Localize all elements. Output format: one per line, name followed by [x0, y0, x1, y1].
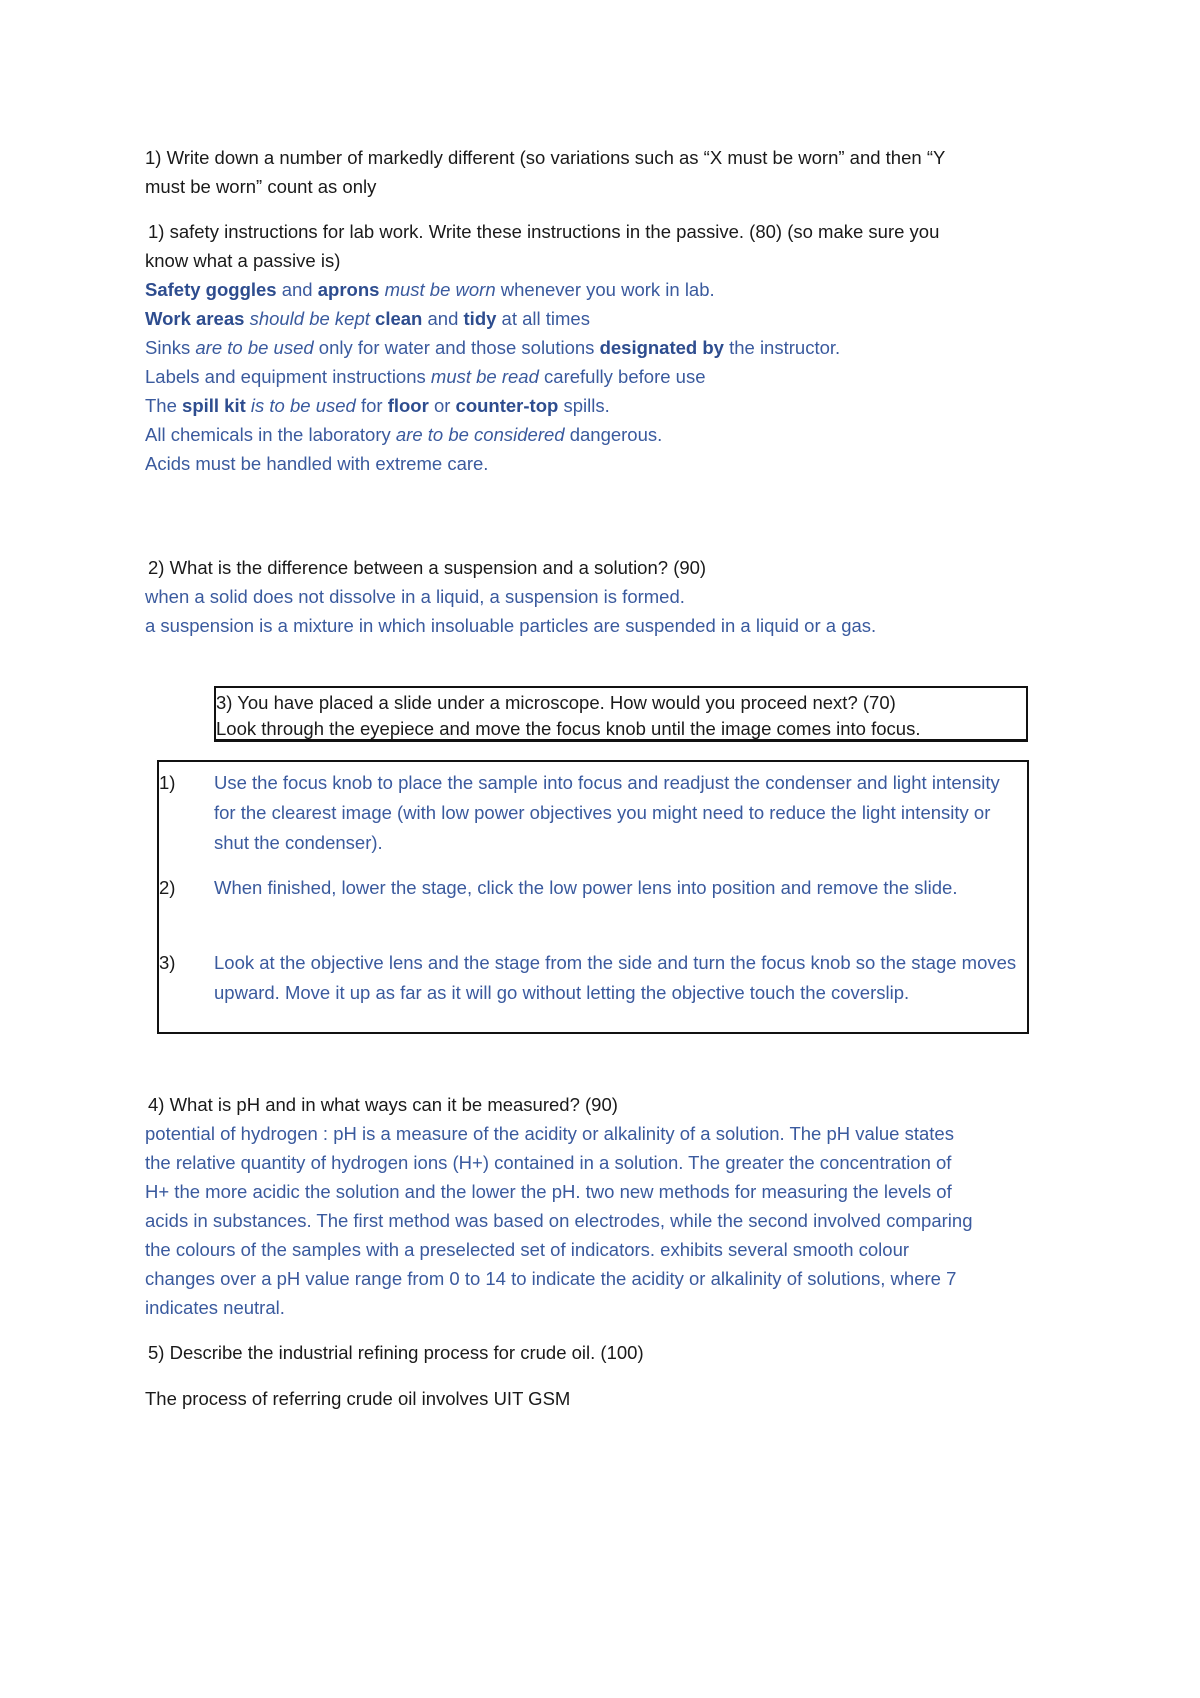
q2-answer-line-2: a suspension is a mixture in which insoluable particles are suspended in a liquid or a gas. — [145, 615, 877, 636]
answer-text: Sinks — [145, 337, 196, 358]
answer-passive: is to be used — [250, 395, 356, 416]
step-text: Use the focus knob to place the sample into focus and readjust the condenser and light intensity for the clearest image (with low power objectives you might need to reduce the light intensity or shut the condenser). — [214, 772, 1000, 853]
answer-text: and — [276, 279, 318, 300]
q4-answer-line: indicates neutral. — [145, 1297, 285, 1318]
answer-text: Labels and equipment instructions — [145, 366, 431, 387]
step-number: 3) — [159, 952, 176, 973]
answer-text: and — [422, 308, 464, 329]
q4-answer-line: changes over a pH value range from 0 to 14 to indicate the acidity or alkalinity of solutions, where 7 — [145, 1268, 957, 1289]
q1-answer-1 — [145, 275, 715, 304]
answer-passive: are to be considered — [395, 424, 565, 445]
q1-answer-6 — [145, 420, 662, 449]
answer-text: at all times — [496, 308, 590, 329]
q1-prompt-line-1: 1) safety instructions for lab work. Write these instructions in the passive. (80) (so make sure you — [148, 221, 940, 242]
q4-answer-line: the relative quantity of hydrogen ions (H+) contained in a solution. The greater the concentration of — [145, 1152, 952, 1173]
q3-box — [214, 686, 1028, 742]
answer-term: Safety goggles — [145, 279, 277, 300]
q2-question: 2) What is the difference between a suspension and a solution? (90) — [148, 557, 707, 578]
q1-answer-4 — [145, 362, 705, 391]
answer-term: tidy — [463, 308, 497, 329]
step-number: 2) — [159, 877, 176, 898]
answer-term: aprons — [317, 279, 380, 300]
answer-text: spills. — [558, 395, 610, 416]
q1-answer-5 — [145, 391, 610, 420]
q4-answer-line: potential of hydrogen : pH is a measure of the acidity or alkalinity of a solution. The pH value states — [145, 1123, 954, 1144]
q3-question: 3) You have placed a slide under a microscope. How would you proceed next? (70) — [216, 692, 896, 713]
answer-term: spill kit — [182, 395, 246, 416]
answer-term: clean — [375, 308, 423, 329]
q3-steps-box — [157, 760, 1029, 1034]
q5-answer: The process of referring crude oil involves UIT GSM — [145, 1388, 571, 1409]
answer-passive: are to be used — [195, 337, 314, 358]
answer-text: All chemicals in the laboratory — [145, 424, 396, 445]
step-number: 1) — [159, 772, 176, 793]
answer-term: Work areas — [145, 308, 245, 329]
q5-question: 5) Describe the industrial refining process for crude oil. (100) — [148, 1342, 644, 1363]
q1-intro-line-2: must be worn” count as only — [145, 176, 377, 197]
answer-passive: should be kept — [249, 308, 370, 329]
answer-term: floor — [387, 395, 429, 416]
q1-answer-3 — [145, 333, 840, 362]
answer-text: dangerous. — [564, 424, 663, 445]
answer-text: carefully before use — [538, 366, 706, 387]
answer-text: for — [355, 395, 388, 416]
q1-answer-2 — [145, 304, 590, 333]
answer-text: whenever you work in lab. — [495, 279, 715, 300]
q4-answer-line: the colours of the samples with a preselected set of indicators. exhibits several smooth colour — [145, 1239, 910, 1260]
answer-term: designated by — [599, 337, 724, 358]
q1-intro-line-1: 1) Write down a number of markedly different (so variations such as “X must be worn” and then “Y — [145, 147, 946, 168]
q4-question: 4) What is pH and in what ways can it be measured? (90) — [148, 1094, 618, 1115]
answer-text: the instructor. — [723, 337, 841, 358]
step-text: When finished, lower the stage, click the low power lens into position and remove the slide. — [214, 877, 958, 898]
answer-text: The — [145, 395, 183, 416]
q1-prompt-line-2: know what a passive is) — [145, 250, 341, 271]
q3-answer: Look through the eyepiece and move the focus knob until the image comes into focus. — [216, 718, 921, 739]
answer-text: or — [428, 395, 456, 416]
answer-text: Acids must be handled with extreme care. — [145, 453, 489, 474]
q1-answer-7 — [145, 449, 488, 478]
q4-answer-line: H+ the more acidic the solution and the lower the pH. two new methods for measuring the levels of — [145, 1181, 952, 1202]
answer-term: counter-top — [455, 395, 559, 416]
answer-passive: must be read — [430, 366, 539, 387]
answer-text: only for water and those solutions — [313, 337, 600, 358]
answer-passive: must be worn — [384, 279, 496, 300]
step-text: Look at the objective lens and the stage from the side and turn the focus knob so the stage moves upward. Move it up as far as it will go without letting the objective touch the coverslip. — [214, 952, 1017, 1003]
q2-answer-line-1: when a solid does not dissolve in a liquid, a suspension is formed. — [145, 586, 685, 607]
q4-answer-line: acids in substances. The first method was based on electrodes, while the second involved comparing — [145, 1210, 973, 1231]
